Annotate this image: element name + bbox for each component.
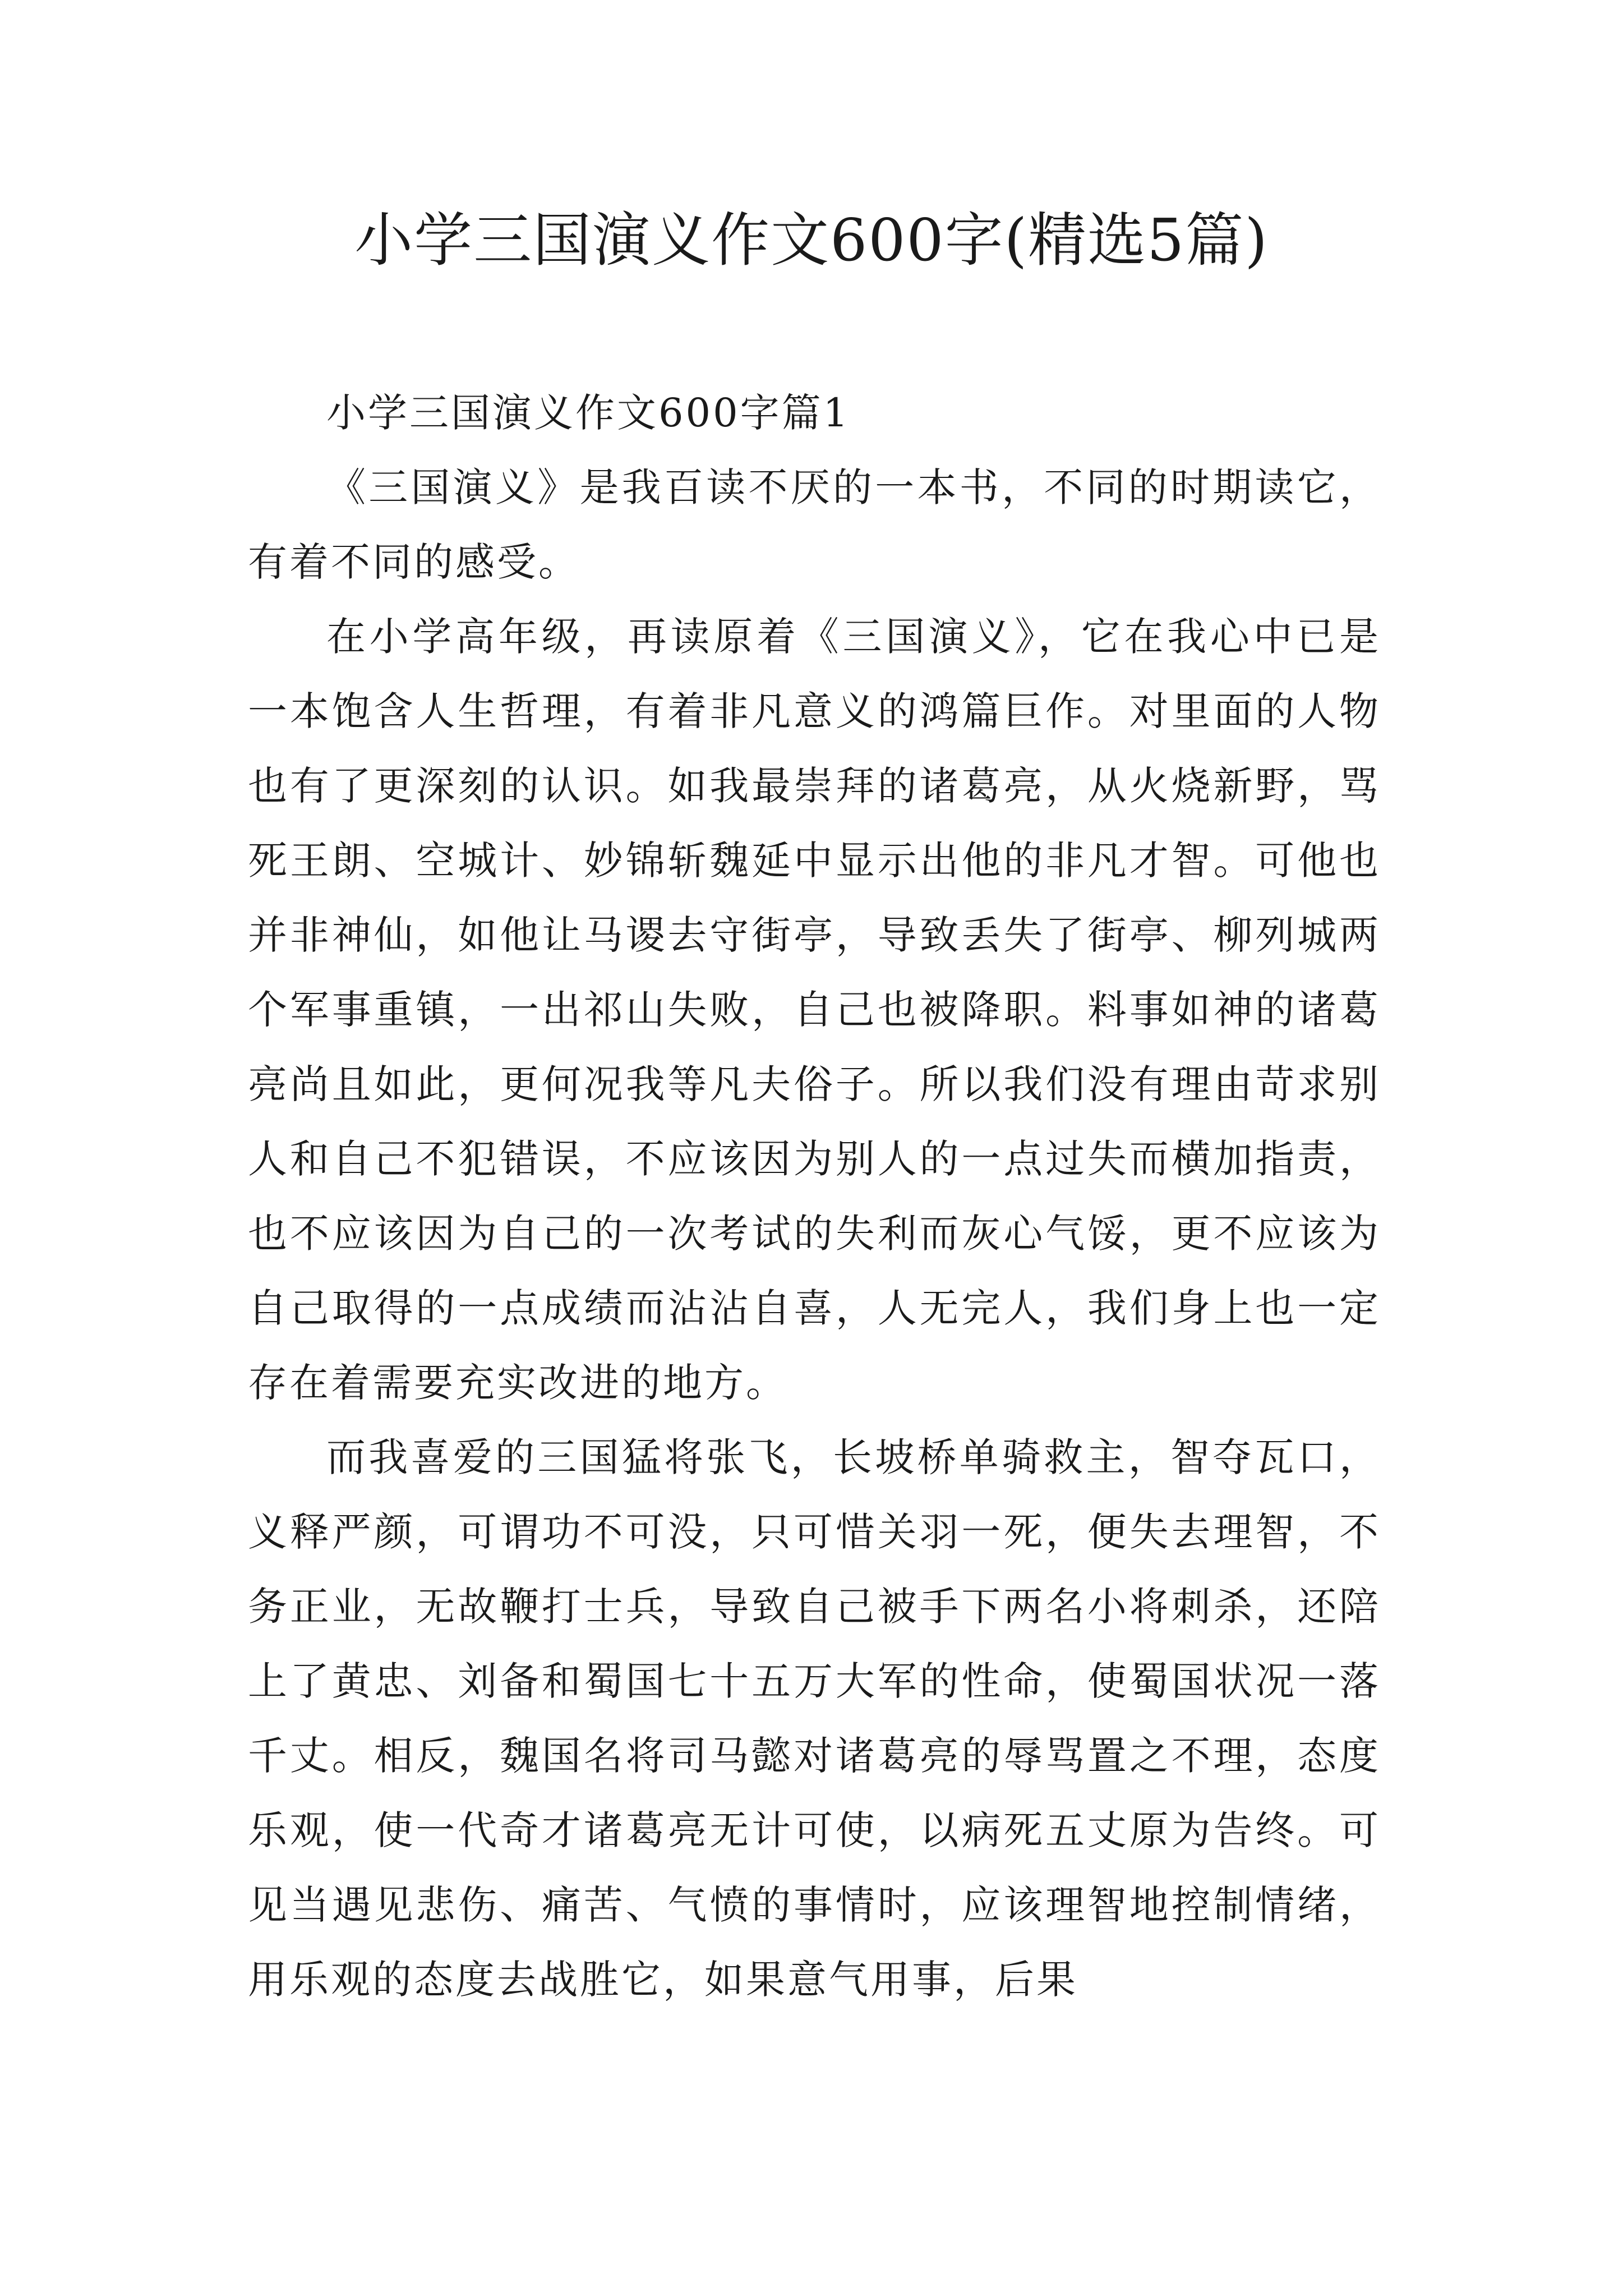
document-title: 小学三国演义作文600字(精选5篇) <box>354 206 1269 274</box>
paragraph-3: 而我喜爱的三国猛将张飞，长坡桥单骑救主，智夺瓦口，义释严颜，可谓功不可没，只可惜关羽一死，便失去理智，不务正业，无故鞭打士兵，导致自己被手下两名小将刺杀，还陪上了黄忠、刘备和蜀国七十五万大军的性命，使蜀国状况一落千丈。相反，魏国名将司马懿对诸葛亮的辱骂置之不理，态度乐观，使一代奇才诸葛亮无计可使，以病死五丈原为告终。可见当遇见悲伤、痛苦、气愤的事情时，应该理智地控制情绪，用乐观的态度去战胜它，如果意气用事，后果 <box>248 1434 1381 2003</box>
section-heading: 小学三国演义作文600字篇1 <box>326 390 851 436</box>
document-body <box>248 376 1381 2017</box>
paragraph-2: 在小学高年级，再读原着《三国演义》，它在我心中已是一本饱含人生哲理，有着非凡意义的鸿篇巨作。对里面的人物也有了更深刻的认识。如我最崇拜的诸葛亮，从火烧新野，骂死王朗、空城计、妙锦斩魏延中显示出他的非凡才智。可他也并非神仙，如他让马谡去守街亭，导致丢失了街亭、柳列城两个军事重镇，一出祁山失败，自己也被降职。料事如神的诸葛亮尚且如此，更何况我等凡夫俗子。所以我们没有理由苛求别人和自己不犯错误，不应该因为别人的一点过失而横加指责，也不应该因为自己的一次考试的失利而灰心气馁，更不应该为自己取得的一点成绩而沾沾自喜，人无完人，我们身上也一定存在着需要充实改进的地方。 <box>248 614 1381 1406</box>
paragraph-1: 《三国演义》是我百读不厌的一本书，不同的时期读它，有着不同的感受。 <box>248 464 1381 585</box>
